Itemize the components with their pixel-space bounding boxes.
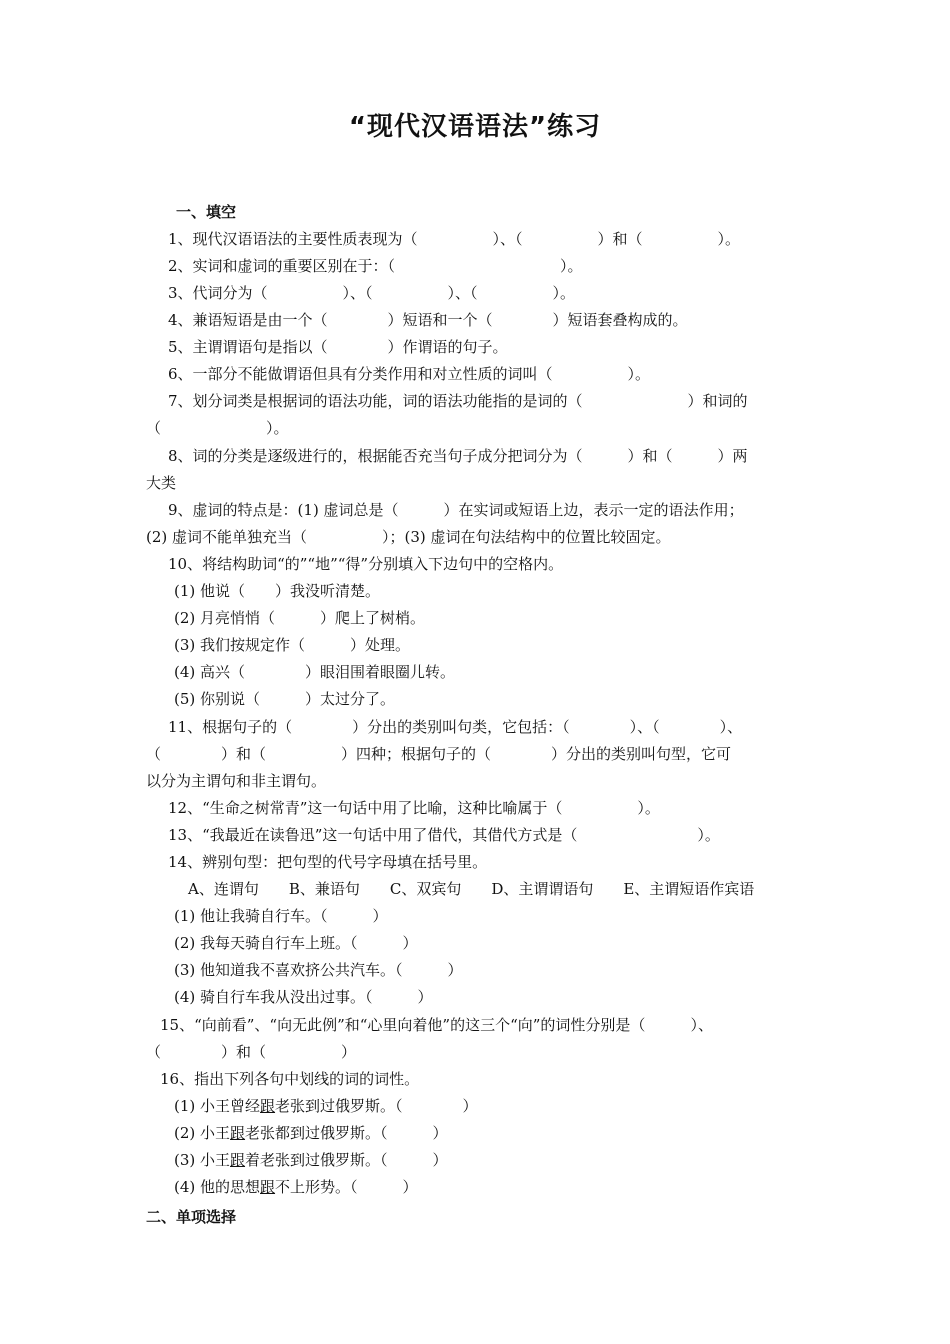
question-line: 2、实词和虚词的重要区别在于：（ ）。	[168, 257, 583, 275]
question-line: (3) 我们按规定作（ ）处理。	[174, 636, 411, 654]
question-line: (4) 骑自行车我从没出过事。（ ）	[174, 988, 433, 1006]
question-line: 15、“向前看”、“向无此例”和“心里向着他”的这三个“向”的词性分别是（ ）、	[160, 1016, 713, 1034]
question-line: （ ）和（ ）四种；根据句子的（ ）分出的类别叫句型，它可	[146, 745, 732, 763]
question-line: 5、主谓谓语句是指以（ ）作谓语的句子。	[168, 338, 508, 356]
question-line: 6、一部分不能做谓语但具有分类作用和对立性质的词叫（ ）。	[168, 365, 651, 383]
question-line: (1) 他说（ ）我没听清楚。	[174, 582, 381, 600]
question-line: (3) 他知道我不喜欢挤公共汽车。（ ）	[174, 961, 463, 979]
section-heading-fill-blank: 一、填空	[176, 203, 237, 221]
question-line: 大类	[146, 474, 177, 492]
question-line: (1) 小王曾经跟老张到过俄罗斯。（ ）	[174, 1097, 478, 1115]
question-line: 13、“我最近在读鲁迅”这一句话中用了借代，其借代方式是（ ）。	[168, 826, 720, 844]
question-line: （ ）。	[146, 419, 289, 437]
question-line: (5) 你别说（ ）太过分了。	[174, 690, 396, 708]
question-line: 3、代词分为（ ）、（ ）、（ ）。	[168, 284, 576, 302]
question-line: (1) 他让我骑自行车。（ ）	[174, 907, 388, 925]
question-line: (2) 月亮悄悄（ ）爬上了树梢。	[174, 609, 426, 627]
question-line: (2) 我每天骑自行车上班。（ ）	[174, 934, 418, 952]
question-line: 10、将结构助词“的”“地”“得”分别填入下边句中的空格内。	[168, 555, 564, 573]
option-line: A、连谓句 B、兼语句 C、双宾句 D、主谓谓语句 E、主谓短语作宾语	[188, 880, 755, 898]
question-line: 9、虚词的特点是：(1) 虚词总是（ ）在实词或短语上边，表示一定的语法作用；	[168, 501, 744, 519]
section-heading-single-choice: 二、单项选择	[146, 1208, 237, 1226]
question-line: 12、“生命之树常青”这一句话中用了比喻，这种比喻属于（ ）。	[168, 799, 660, 817]
page-title: “现代汉语语法”练习	[348, 112, 602, 142]
question-line: 4、兼语短语是由一个（ ）短语和一个（ ）短语套叠构成的。	[168, 311, 688, 329]
question-line: 14、辨别句型：把句型的代号字母填在括号里。	[168, 853, 488, 871]
question-line: 8、词的分类是逐级进行的，根据能否充当句子成分把词分为（ ）和（ ）两	[168, 447, 748, 465]
underlined-word: 跟	[230, 1151, 246, 1169]
question-line: 11、根据句子的（ ）分出的类别叫句类，它包括：（ ）、（ ）、	[168, 718, 743, 736]
underlined-word: 跟	[230, 1124, 246, 1142]
underlined-word: 跟	[260, 1097, 276, 1115]
question-line: 1、现代汉语语法的主要性质表现为（ ）、（ ）和（ ）。	[168, 230, 741, 248]
question-line: (4) 高兴（ ）眼泪围着眼圈儿转。	[174, 663, 456, 681]
question-line: (4) 他的思想跟不上形势。（ ）	[174, 1178, 418, 1196]
question-line: 16、指出下列各句中划线的词的词性。	[160, 1070, 420, 1088]
question-line: 以分为主谓句和非主谓句。	[146, 772, 327, 790]
question-line: 7、划分词类是根据词的语法功能，词的语法功能指的是词的（ ）和词的	[168, 392, 748, 410]
question-line: (3) 小王跟着老张到过俄罗斯。（ ）	[174, 1151, 448, 1169]
question-line: (2) 虚词不能单独充当（ ）；(3) 虚词在句法结构中的位置比较固定。	[146, 528, 671, 546]
underlined-word: 跟	[260, 1178, 276, 1196]
question-line: （ ）和（ ）	[146, 1043, 357, 1061]
question-line: (2) 小王跟老张都到过俄罗斯。（ ）	[174, 1124, 448, 1142]
